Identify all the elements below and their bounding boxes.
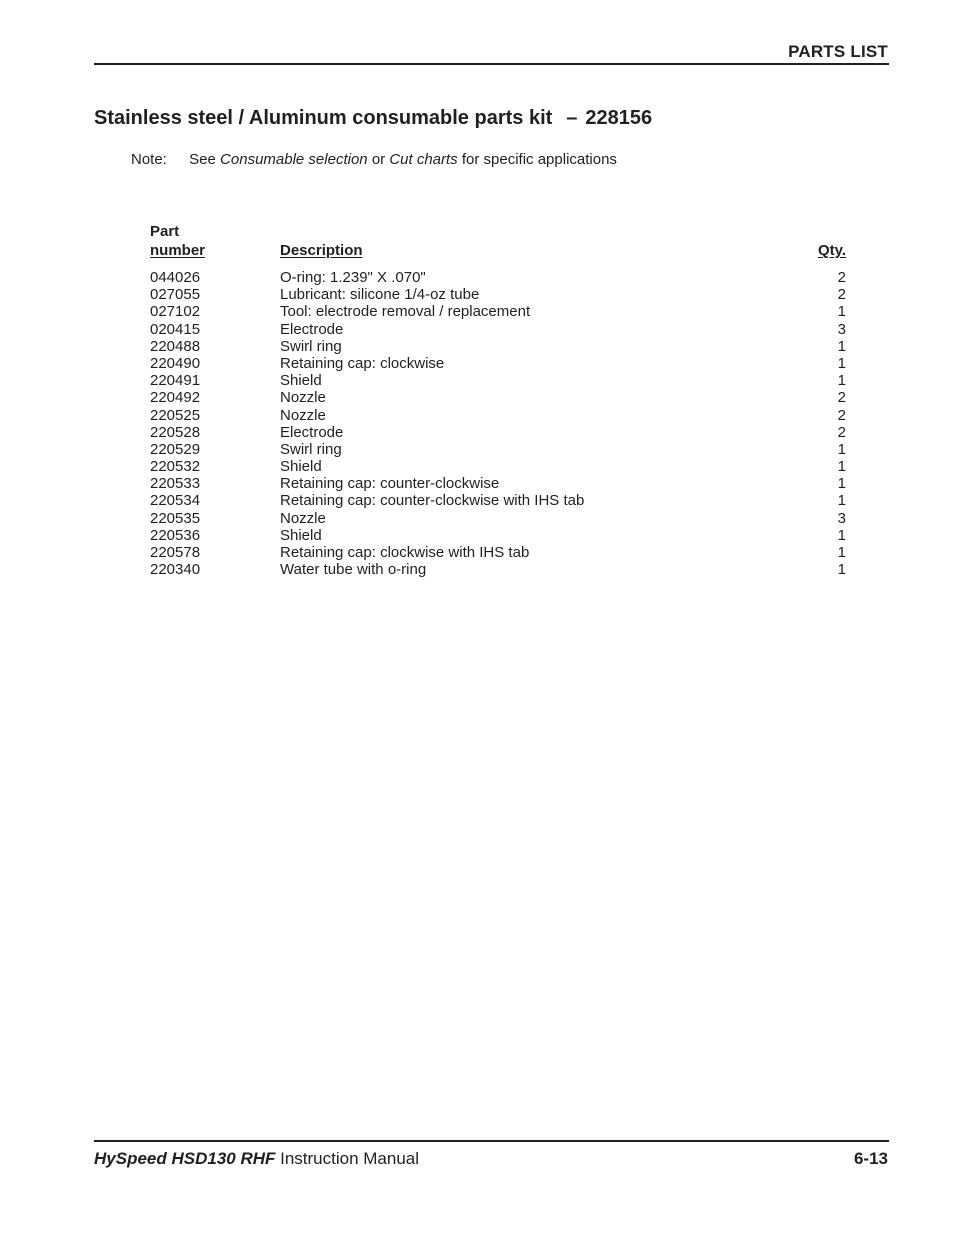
qty-cell: 1 — [837, 440, 846, 458]
table-row — [0, 286, 954, 303]
table-row — [0, 372, 954, 389]
description-cell: Nozzle — [280, 389, 326, 407]
description-cell: Retaining cap: clockwise — [280, 354, 445, 372]
table-row — [0, 321, 954, 338]
part-number-cell: 220535 — [150, 509, 201, 527]
part-number-cell: 044026 — [150, 269, 201, 286]
table-row — [0, 338, 954, 355]
note-ref-consumable-selection: Consumable selection — [220, 151, 368, 168]
header-qty — [818, 241, 846, 260]
description-cell: Electrode — [280, 320, 344, 338]
header-part-line1: Part — [150, 223, 180, 240]
note-prefix: See — [189, 151, 216, 168]
part-number-cell: 220340 — [150, 561, 201, 579]
qty-cell: 2 — [837, 389, 846, 407]
qty-cell: 1 — [837, 475, 846, 493]
table-row — [0, 561, 954, 578]
kit-number: 228156 — [585, 107, 653, 129]
note-label: Note: — [131, 151, 167, 168]
part-number-cell: 220578 — [150, 544, 201, 561]
table-row — [0, 407, 954, 424]
table-row — [0, 492, 954, 509]
qty-cell: 1 — [837, 372, 846, 390]
table-row — [0, 527, 954, 544]
qty-cell: 1 — [837, 303, 846, 321]
description-cell: Electrode — [280, 423, 344, 441]
table-row — [0, 389, 954, 406]
qty-cell: 2 — [837, 269, 846, 286]
qty-cell: 3 — [837, 320, 846, 338]
table-row — [0, 458, 954, 475]
part-number-cell: 027055 — [150, 286, 201, 304]
table-header — [0, 222, 954, 262]
qty-cell: 1 — [837, 561, 846, 579]
part-number-cell: 220534 — [150, 492, 201, 510]
qty-cell: 2 — [837, 286, 846, 304]
qty-cell: 2 — [837, 423, 846, 441]
page-header-section: PARTS LIST — [788, 42, 888, 61]
qty-cell: 1 — [837, 354, 846, 372]
footer-rule — [94, 1140, 889, 1142]
part-number-cell: 220533 — [150, 475, 201, 493]
part-number-cell: 220525 — [150, 406, 201, 424]
page-title — [94, 107, 652, 130]
note-suffix: for specific applications — [461, 151, 617, 168]
part-number-cell: 220529 — [150, 440, 201, 458]
qty-cell: 1 — [837, 337, 846, 355]
description-cell: Tool: electrode removal / replacement — [280, 303, 531, 321]
table-row — [0, 441, 954, 458]
part-number-cell: 027102 — [150, 303, 201, 321]
qty-cell: 1 — [837, 526, 846, 544]
header-qty-label: Qty. — [817, 242, 846, 259]
table-row — [0, 510, 954, 527]
qty-cell: 1 — [837, 544, 846, 561]
header-part-line2: number — [150, 242, 206, 259]
header-description — [280, 241, 363, 260]
description-cell: Lubricant: silicone 1/4-oz tube — [280, 286, 480, 304]
part-number-cell: 020415 — [150, 320, 201, 338]
table-row — [0, 475, 954, 492]
table-row — [0, 355, 954, 372]
note-ref-cut-charts: Cut charts — [389, 151, 458, 168]
header-part-number — [150, 222, 205, 260]
table-row — [0, 424, 954, 441]
qty-cell: 3 — [837, 509, 846, 527]
description-cell: Nozzle — [280, 509, 326, 527]
part-number-cell: 220491 — [150, 372, 201, 390]
note-middle: or — [371, 151, 386, 168]
table-row — [0, 303, 954, 320]
qty-cell: 1 — [837, 492, 846, 510]
note — [131, 151, 617, 168]
header-rule — [94, 63, 889, 65]
table-row — [0, 544, 954, 561]
footer-model: HySpeed HSD130 RHF — [94, 1149, 276, 1168]
part-number-cell: 220528 — [150, 423, 201, 441]
part-number-cell: 220492 — [150, 389, 201, 407]
title-separator: – — [566, 107, 578, 129]
qty-cell: 2 — [837, 406, 846, 424]
part-number-cell: 220488 — [150, 337, 201, 355]
title-text: Stainless steel / Aluminum consumable parts kit — [94, 107, 553, 129]
description-cell: Swirl ring — [280, 337, 342, 355]
description-cell: Water tube with o-ring — [280, 561, 427, 579]
part-number-cell: 220532 — [150, 458, 201, 476]
qty-cell: 1 — [837, 458, 846, 476]
page-number: 6-13 — [853, 1149, 888, 1168]
parts-table-body — [0, 269, 954, 578]
description-cell: Shield — [280, 526, 322, 544]
table-row — [0, 269, 954, 286]
description-cell: Shield — [280, 458, 322, 476]
description-cell: O-ring: 1.239" X .070" — [280, 269, 426, 286]
description-cell: Retaining cap: clockwise with IHS tab — [280, 544, 530, 561]
description-cell: Retaining cap: counter-clockwise — [280, 475, 500, 493]
description-cell: Swirl ring — [280, 440, 342, 458]
footer-title — [94, 1149, 419, 1169]
footer-manual: Instruction Manual — [280, 1149, 420, 1168]
part-number-cell: 220490 — [150, 354, 201, 372]
part-number-cell: 220536 — [150, 526, 201, 544]
description-cell: Nozzle — [280, 406, 326, 424]
description-cell: Retaining cap: counter-clockwise with IHS tab — [280, 492, 585, 510]
header-description-label: Description — [280, 242, 363, 259]
description-cell: Shield — [280, 372, 322, 390]
